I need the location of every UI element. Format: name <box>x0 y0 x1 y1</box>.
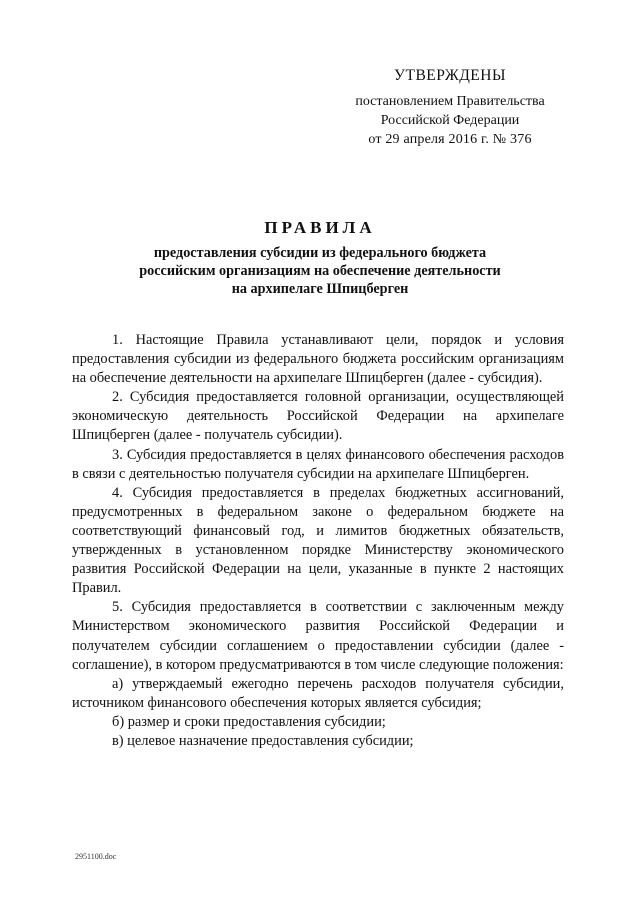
paragraph: 3. Субсидия предоставляется в целях финансового обеспечения расходов в связи с деятельностью получателя субсидии на архипелаге Шпицберген. <box>72 446 564 482</box>
subtitle-line: на архипелаге Шпицберген <box>231 281 409 297</box>
list-item: б) размер и сроки предоставления субсидии; <box>112 713 386 730</box>
list-item: а) утверждаемый ежегодно перечень расходов получателя субсидии, источником финансового обеспечения которых является субсидия; <box>72 675 564 711</box>
subtitle-line: предоставления субсидии из федерального бюджета <box>153 245 487 261</box>
subtitle-line: российским организациям на обеспечение деятельности <box>139 263 501 279</box>
document-title: ПРАВИЛА <box>264 218 376 237</box>
approval-date: от 29 апреля 2016 г. № 376 <box>368 132 532 147</box>
approval-line: постановлением Правительства <box>355 94 545 109</box>
paragraph: 5. Субсидия предоставляется в соответствии с заключенным между Министерством экономического развития Российской Федерации и получателем субсидии соглашением о предоставлении субсидии (далее - соглашение), в котором предусматриваются в том числе следующие положения: <box>72 599 564 673</box>
paragraph: 1. Настоящие Правила устанавливают цели, порядок и условия предоставления субсидии из федерального бюджета российским организациям на обеспечение деятельности на архипелаге Шпицберген (далее - субсидия). <box>72 332 564 387</box>
approval-line: Российской Федерации <box>380 113 520 128</box>
document-body <box>72 331 564 751</box>
document-subtitle <box>110 244 530 298</box>
approval-block <box>340 66 560 149</box>
file-name-footer: 2951100.doc <box>75 852 117 861</box>
paragraph: 4. Субсидия предоставляется в пределах бюджетных ассигнований, предусмотренных в федеральном законе о федеральном бюджете на соответствующий финансовый год, и лимитов бюджетных обязательств, утвержденных в установленном порядке Министерству экономического развития Российской Федерации на цели, указанные в пункте 2 настоящих Правил. <box>72 484 564 597</box>
list-item: в) целевое назначение предоставления субсидии; <box>112 732 414 749</box>
paragraph: 2. Субсидия предоставляется головной организации, осуществляющей экономическую деятельность Российской Федерации на архипелаге Шпицберген (далее - получатель субсидии). <box>72 389 564 444</box>
approval-heading: УТВЕРЖДЕНЫ <box>394 67 506 84</box>
